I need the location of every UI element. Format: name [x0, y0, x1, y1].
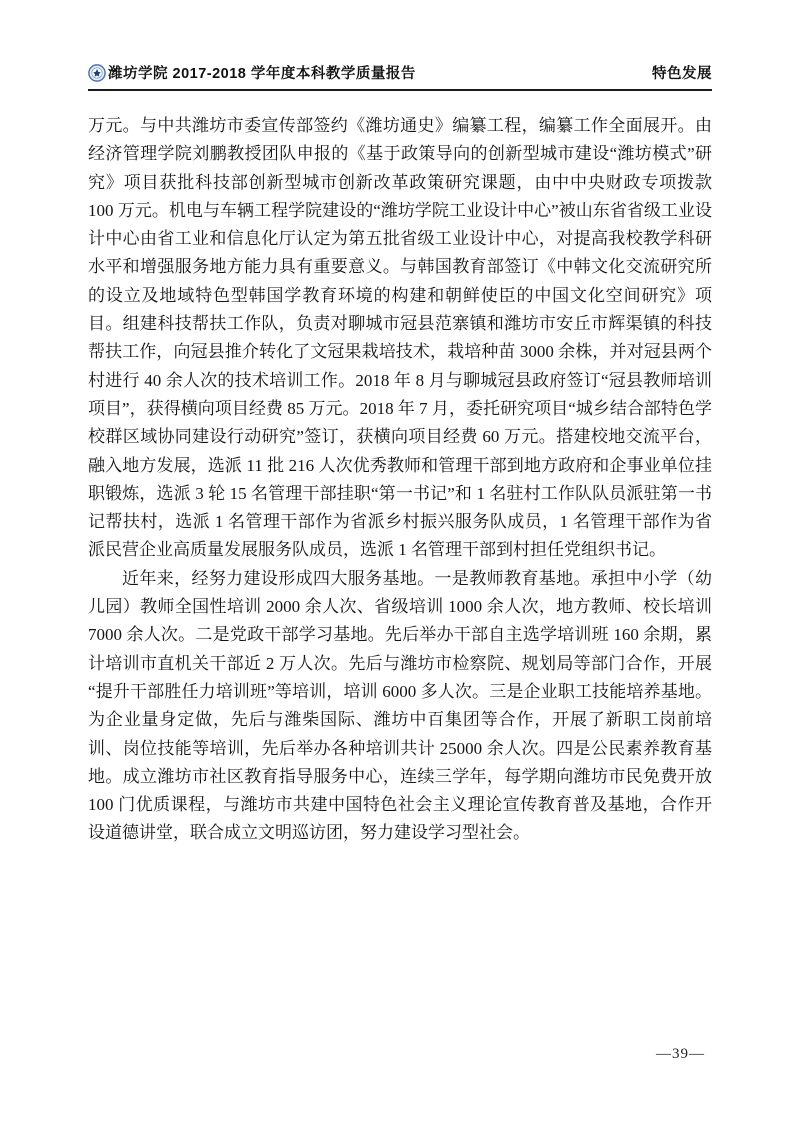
paragraph: 万元。与中共潍坊市委宣传部签约《潍坊通史》编纂工程，编纂工作全面展开。由经济管理学院刘鹏教授团队申报的《基于政策导向的创新型城市建设“潍坊模式”研究》项目获批科技部创新型城市创新改革政策研究课题，由中中央财政专项拨款 100 万元。机电与车辆工程学院建设的“潍坊学院工业设计中心”被山东省省级工业设计中心由省工业和信息化厅认定为第五批省级工业设计中心，对提高我校教学科研水平和增强服务地方能力具有重要意义。与韩国教育部签订《中韩文化交流研究所的设立及地域特色型韩国学教育环境的构建和朝鲜使臣的中国文化空间研究》项目。组建科技帮扶工作队，负责对聊城市冠县范寨镇和潍坊市安丘市辉渠镇的科技帮扶工作，向冠县推介转化了文冠果栽培技术，栽培种苗 3000 余株，并对冠县两个村进行 40 余人次的技术培训工作。2018 年 8 月与聊城冠县政府签订“冠县教师培训项目”，获得横向项目经费 85 万元。2018 年 7 月，委托研究项目“城乡结合部特色学校群区域协同建设行动研究”签订，获横向项目经费 60 万元。搭建校地交流平台，融入地方发展，选派 11 批 216 人次优秀教师和管理干部到地方政府和企事业单位挂职锻炼，选派 3 轮 15 名管理干部挂职“第一书记”和 1 名驻村工作队队员派驻第一书记帮扶村，选派 1 名管理干部作为省派乡村振兴服务队成员，1 名管理干部作为省派民营企业高质量发展服务队成员，选派 1 名管理干部到村担任党组织书记。: [88, 116, 712, 560]
report-title: 潍坊学院 2017-2018 学年度本科教学质量报告: [108, 66, 416, 82]
page-content: [88, 0, 712, 848]
report-body: [88, 112, 712, 848]
page-header: [88, 0, 712, 91]
paragraph: 近年来，经努力建设形成四大服务基地。一是教师教育基地。承担中小学（幼儿园）教师全国性培训 2000 余人次、省级培训 1000 余人次，地方教师、校长培训 7000 余人次。二是党政干部学习基地。先后举办干部自主选学培训班 160 余期，累计培训市直机关干部近 2 万人次。先后与潍坊市检察院、规划局等部门合作，开展“提升干部胜任力培训班”等培训，培训 6000 多人次。三是企业职工技能培养基地。为企业量身定做，先后与潍柴国际、潍坊中百集团等合作，开展了新职工岗前培训、岗位技能等培训，先后举办各种培训共计 25000 余人次。四是公民素养教育基地。成立潍坊市社区教育指导服务中心，连续三学年，每学期向潍坊市民免费开放 100 门优质课程，与潍坊市共建中国特色社会主义理论宣传教育普及基地，合作开设道德讲堂，联合成立文明巡访团，努力建设学习型社会。: [88, 568, 712, 843]
section-label: 特色发展: [652, 66, 712, 82]
university-seal-icon: [88, 64, 106, 82]
header-left-group: [88, 62, 416, 83]
page-number: —39—: [656, 1046, 705, 1062]
